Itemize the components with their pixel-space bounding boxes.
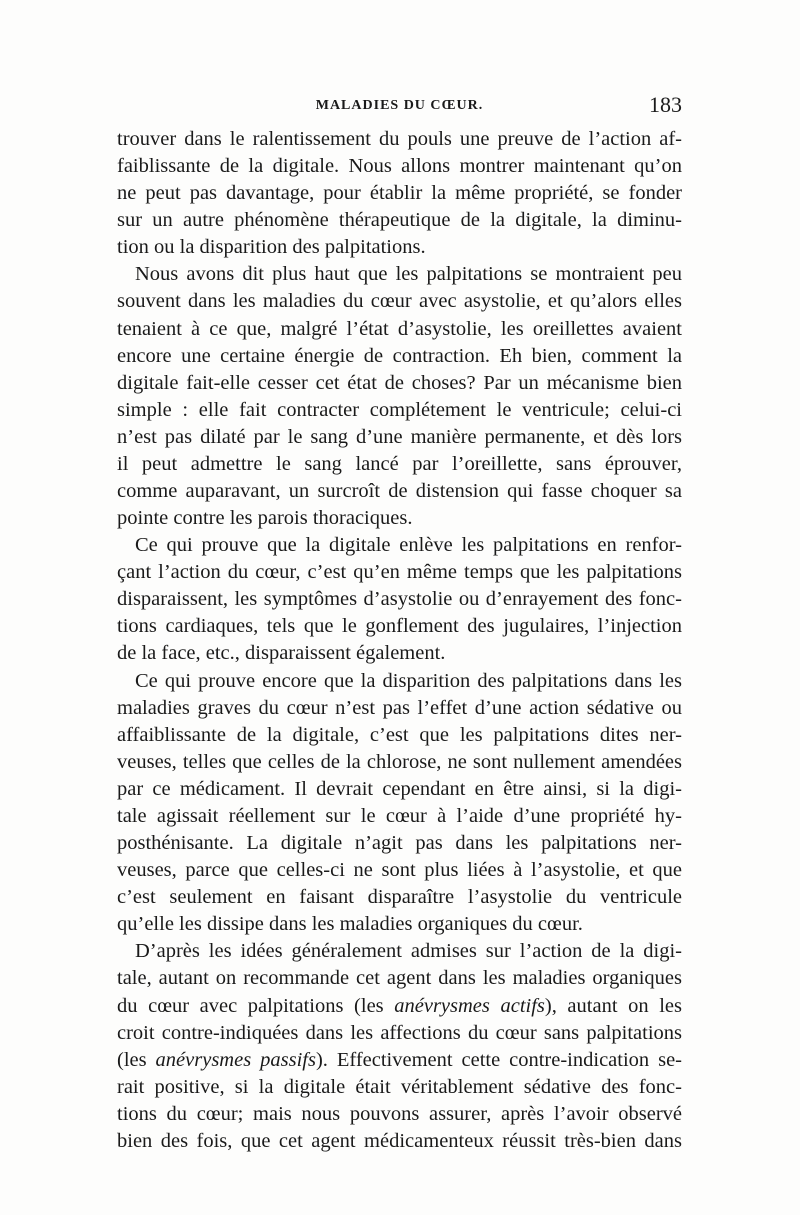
text-line: souvent dans les maladies du cœur avec asystolie, et qu’alors elles: [117, 290, 682, 313]
text-fragment: ). Effectivement cette contre-indication se-: [315, 1048, 682, 1071]
text-line: rait positive, si la digitale était véritablement sédative des fonc-: [117, 1075, 682, 1098]
text-line: tion ou la disparition des palpitations.: [117, 236, 426, 259]
text-line: de la face, etc., disparaissent également.: [117, 642, 446, 665]
text-line: tale agissait réellement sur le cœur à l’aide d’une propriété hy-: [117, 804, 682, 827]
text-line: c’est seulement en faisant disparaître l’asystolie du ventricule: [117, 886, 682, 909]
text-line: par ce médicament. Il devrait cependant en être ainsi, si la digi-: [117, 777, 682, 800]
text-line: posthénisante. La digitale n’agit pas dans les palpitations ner-: [117, 832, 682, 855]
text-line: affaiblissante de la digitale, c’est que les palpitations dites ner-: [117, 723, 682, 746]
text-line: bien des fois, que cet agent médicamenteux réussit très-bien dans: [117, 1129, 682, 1152]
text-line: disparaissent, les symptômes d’asystolie ou d’enrayement des fonc-: [117, 588, 682, 611]
text-line: faiblissante de la digitale. Nous allons montrer maintenant qu’on: [117, 155, 682, 178]
text-line: tenaient à ce que, malgré l’état d’asystolie, les oreillettes avaient: [117, 317, 682, 340]
text-line-italic: [117, 993, 682, 1020]
text-line: simple : elle fait contracter complétement le ventricule; celui-ci: [117, 398, 682, 421]
text-fragment: ), autant on les: [544, 994, 682, 1017]
text-line: D’après les idées généralement admises sur l’action de la digi-: [135, 940, 682, 963]
text-line: comme auparavant, un surcroît de distension qui fasse choquer sa: [117, 480, 682, 503]
text-line: ne peut pas davantage, pour établir la même propriété, se fonder: [117, 182, 682, 205]
text-fragment: du cœur avec palpitations (les: [117, 994, 395, 1017]
text-line: tale, autant on recommande cet agent dans les maladies organiques: [117, 967, 682, 990]
text-line: croit contre-indiquées dans les affections du cœur sans palpitations: [117, 1021, 682, 1044]
text-line: pointe contre les parois thoraciques.: [117, 507, 413, 530]
body-text: [117, 126, 682, 1155]
text-line: encore une certaine énergie de contraction. Eh bien, comment la: [117, 344, 682, 367]
text-line: Ce qui prouve que la digitale enlève les palpitations en renfor-: [135, 534, 682, 557]
text-line: qu’elle les dissipe dans les maladies organiques du cœur.: [117, 913, 583, 936]
text-line: il peut admettre le sang lancé par l’oreillette, sans éprouver,: [117, 452, 682, 475]
text-line: trouver dans le ralentissement du pouls une preuve de l’action af-: [117, 128, 682, 150]
italic-term: anévrysmes actifs: [394, 994, 545, 1017]
text-line: digitale fait-elle cesser cet état de choses? Par un mécanisme bien: [117, 371, 682, 394]
text-line: tions du cœur; mais nous pouvons assurer, après l’avoir observé: [117, 1102, 682, 1125]
text-line-italic: [117, 1047, 682, 1074]
text-line: çant l’action du cœur, c’est qu’en même temps que les palpitations: [117, 561, 682, 584]
text-line: tions cardiaques, tels que le gonflement des jugulaires, l’injection: [117, 615, 682, 638]
text-line: n’est pas dilaté par le sang d’une manière permanente, et dès lors: [117, 425, 682, 448]
text-line: Ce qui prouve encore que la disparition des palpitations dans les: [135, 669, 682, 692]
page-number: 183: [649, 92, 682, 117]
text-line: veuses, parce que celles-ci ne sont plus liées à l’asystolie, et que: [117, 859, 682, 882]
italic-term: anévrysmes passifs: [155, 1048, 316, 1071]
text-line: sur un autre phénomène thérapeutique de la digitale, la diminu-: [117, 209, 682, 232]
running-head: [117, 92, 682, 122]
text-line: maladies graves du cœur n’est pas l’effet d’une action sédative ou: [117, 696, 682, 719]
text-fragment: (les: [117, 1048, 156, 1071]
text-line: veuses, telles que celles de la chlorose, ne sont nullement amendées: [117, 750, 682, 773]
running-title: MALADIES DU CŒUR.: [315, 98, 484, 113]
text-line: Nous avons dit plus haut que les palpitations se montraient peu: [135, 263, 682, 286]
